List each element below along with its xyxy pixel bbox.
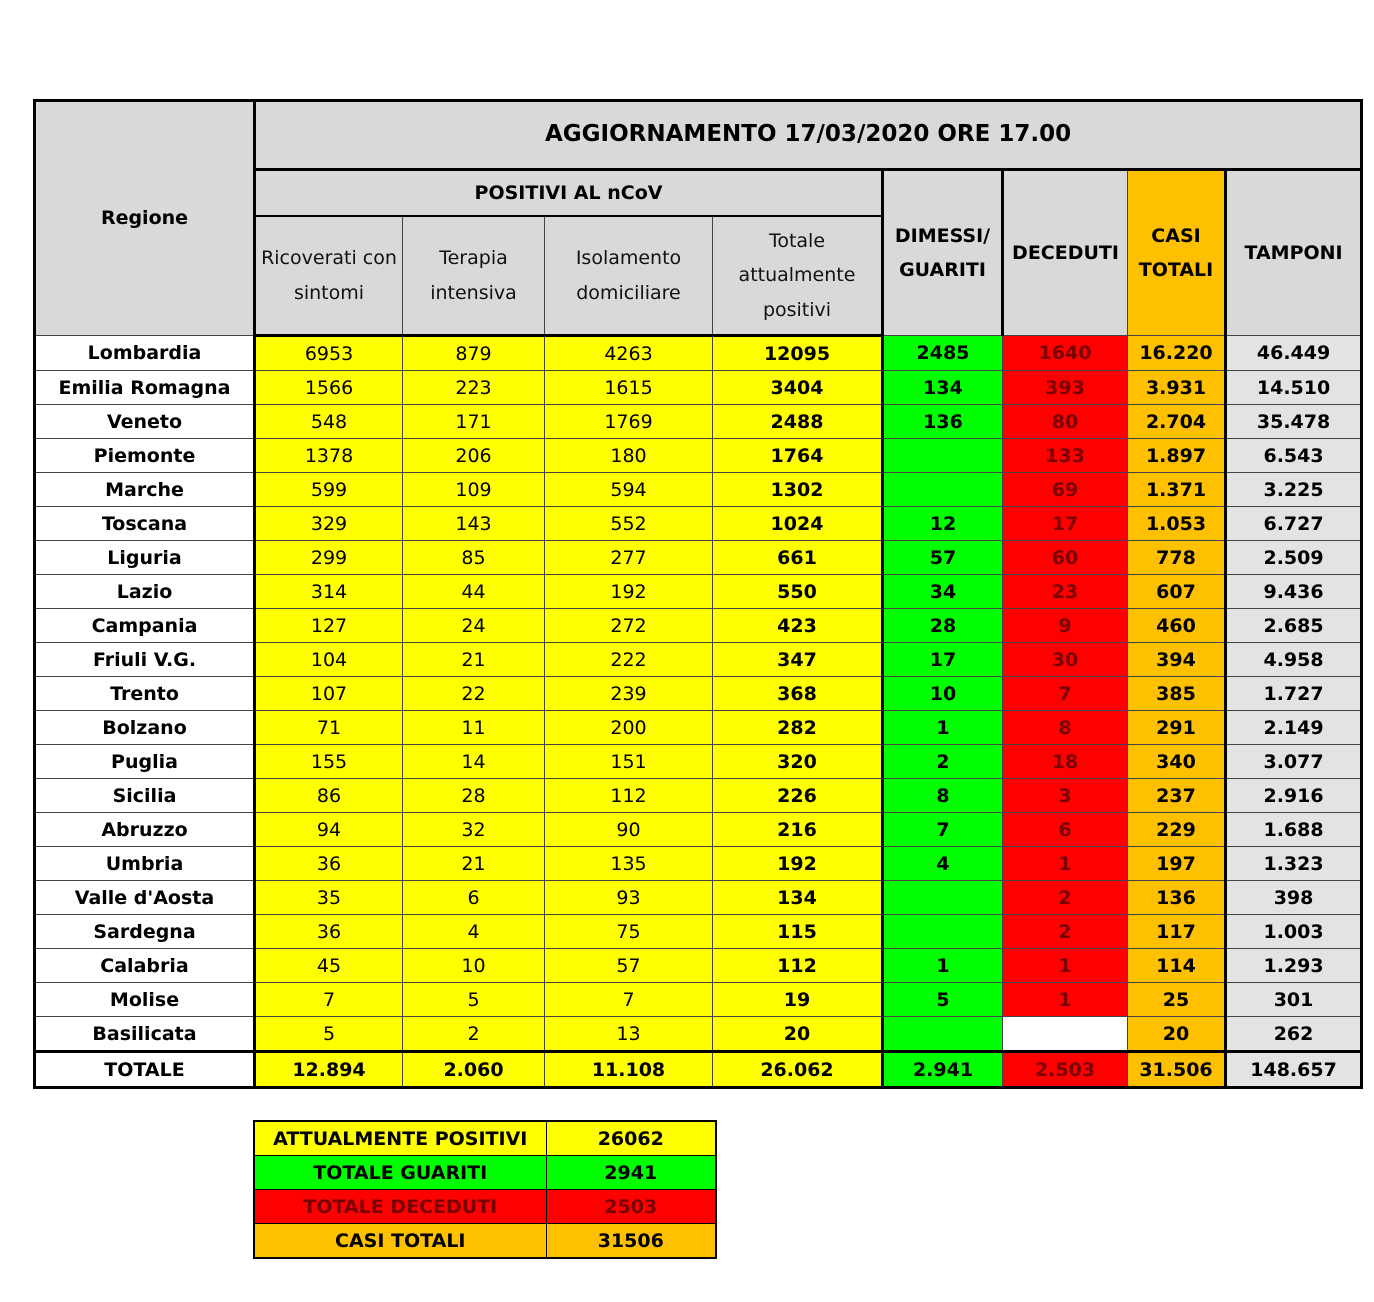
total-cell-ricoverati: 12.894: [255, 1052, 403, 1088]
cell-totale-positivi: 12095: [713, 336, 883, 371]
cell-dimessi: [883, 439, 1003, 473]
cell-totale-positivi: 226: [713, 779, 883, 813]
cell-ricoverati: 6953: [255, 336, 403, 371]
summary-label: ATTUALMENTE POSITIVI: [254, 1121, 546, 1156]
cell-totale-positivi: 134: [713, 881, 883, 915]
cell-casi-totali: 1.897: [1128, 439, 1226, 473]
cell-isolamento: 93: [545, 881, 713, 915]
cell-regione: Valle d'Aosta: [35, 881, 255, 915]
cell-isolamento: 4263: [545, 336, 713, 371]
cell-dimessi: 134: [883, 371, 1003, 405]
total-cell-deceduti: 2.503: [1003, 1052, 1128, 1088]
header-deceduti: DECEDUTI: [1003, 170, 1128, 336]
cell-ricoverati: 329: [255, 507, 403, 541]
summary-value: 2503: [546, 1190, 716, 1224]
header-positivi-group: POSITIVI AL nCoV: [255, 170, 883, 217]
cell-totale-positivi: 192: [713, 847, 883, 881]
cell-ricoverati: 548: [255, 405, 403, 439]
cell-ricoverati: 36: [255, 847, 403, 881]
cell-dimessi: 1: [883, 949, 1003, 983]
cell-tamponi: 3.225: [1226, 473, 1362, 507]
cell-deceduti: 80: [1003, 405, 1128, 439]
cell-regione: Lombardia: [35, 336, 255, 371]
table-row: [35, 371, 1362, 405]
cell-totale-positivi: 347: [713, 643, 883, 677]
cell-tamponi: 1.688: [1226, 813, 1362, 847]
cell-dimessi: 10: [883, 677, 1003, 711]
cell-tamponi: 1.727: [1226, 677, 1362, 711]
header-terapia: Terapia intensiva: [403, 216, 545, 336]
cell-deceduti: 1640: [1003, 336, 1128, 371]
cell-dimessi: 136: [883, 405, 1003, 439]
cell-casi-totali: 1.053: [1128, 507, 1226, 541]
cell-dimessi: [883, 915, 1003, 949]
cell-ricoverati: 314: [255, 575, 403, 609]
cell-isolamento: 112: [545, 779, 713, 813]
header-dimessi: DIMESSI/ GUARITI: [883, 170, 1003, 336]
cell-tamponi: 4.958: [1226, 643, 1362, 677]
header-ricoverati: Ricoverati con sintomi: [255, 216, 403, 336]
cell-terapia: 6: [403, 881, 545, 915]
cell-ricoverati: 35: [255, 881, 403, 915]
cell-terapia: 4: [403, 915, 545, 949]
cell-deceduti: 69: [1003, 473, 1128, 507]
summary-label: CASI TOTALI: [254, 1224, 546, 1259]
cell-dimessi: 4: [883, 847, 1003, 881]
cell-deceduti: 1: [1003, 847, 1128, 881]
cell-tamponi: 1.323: [1226, 847, 1362, 881]
cell-regione: Molise: [35, 983, 255, 1017]
cell-ricoverati: 7: [255, 983, 403, 1017]
cell-totale-positivi: 550: [713, 575, 883, 609]
cell-terapia: 22: [403, 677, 545, 711]
cell-dimessi: [883, 1017, 1003, 1052]
header-totale-positivi: Totale attualmente positivi: [713, 216, 883, 336]
cell-totale-positivi: 112: [713, 949, 883, 983]
cell-casi-totali: 291: [1128, 711, 1226, 745]
cell-tamponi: 262: [1226, 1017, 1362, 1052]
cell-terapia: 21: [403, 643, 545, 677]
cell-regione: Piemonte: [35, 439, 255, 473]
cell-dimessi: 2485: [883, 336, 1003, 371]
cell-totale-positivi: 661: [713, 541, 883, 575]
cell-ricoverati: 127: [255, 609, 403, 643]
cell-isolamento: 1615: [545, 371, 713, 405]
total-cell-dimessi: 2.941: [883, 1052, 1003, 1088]
cell-isolamento: 277: [545, 541, 713, 575]
cell-terapia: 223: [403, 371, 545, 405]
table-row: [35, 643, 1362, 677]
cell-ricoverati: 5: [255, 1017, 403, 1052]
summary-value: 2941: [546, 1156, 716, 1190]
cell-casi-totali: 778: [1128, 541, 1226, 575]
cell-isolamento: 1769: [545, 405, 713, 439]
header-regione: Regione: [35, 101, 255, 336]
table-row: [35, 711, 1362, 745]
cell-casi-totali: 229: [1128, 813, 1226, 847]
cell-ricoverati: 299: [255, 541, 403, 575]
cell-regione: Friuli V.G.: [35, 643, 255, 677]
cell-terapia: 28: [403, 779, 545, 813]
cell-deceduti: 133: [1003, 439, 1128, 473]
cell-deceduti: 30: [1003, 643, 1128, 677]
cell-regione: Calabria: [35, 949, 255, 983]
cell-dimessi: 2: [883, 745, 1003, 779]
summary-row: [254, 1190, 716, 1224]
cell-tamponi: 14.510: [1226, 371, 1362, 405]
cell-isolamento: 57: [545, 949, 713, 983]
total-cell-isolamento: 11.108: [545, 1052, 713, 1088]
cell-regione: Toscana: [35, 507, 255, 541]
cell-regione: Sicilia: [35, 779, 255, 813]
cell-casi-totali: 460: [1128, 609, 1226, 643]
cell-terapia: 206: [403, 439, 545, 473]
cell-regione: Emilia Romagna: [35, 371, 255, 405]
table-row: [35, 439, 1362, 473]
cell-dimessi: 12: [883, 507, 1003, 541]
cell-deceduti: 18: [1003, 745, 1128, 779]
cell-deceduti: 60: [1003, 541, 1128, 575]
cell-ricoverati: 599: [255, 473, 403, 507]
cell-regione: Campania: [35, 609, 255, 643]
table-row: [35, 609, 1362, 643]
cell-deceduti: 2: [1003, 881, 1128, 915]
table-row: [35, 881, 1362, 915]
cell-casi-totali: 237: [1128, 779, 1226, 813]
cell-deceduti: 3: [1003, 779, 1128, 813]
cell-terapia: 11: [403, 711, 545, 745]
cell-ricoverati: 86: [255, 779, 403, 813]
cell-tamponi: 2.509: [1226, 541, 1362, 575]
cell-isolamento: 75: [545, 915, 713, 949]
cell-casi-totali: 3.931: [1128, 371, 1226, 405]
cell-tamponi: 6.543: [1226, 439, 1362, 473]
cell-casi-totali: 394: [1128, 643, 1226, 677]
cell-isolamento: 151: [545, 745, 713, 779]
cell-isolamento: 90: [545, 813, 713, 847]
table-row: [35, 949, 1362, 983]
cell-isolamento: 239: [545, 677, 713, 711]
summary-value: 26062: [546, 1121, 716, 1156]
cell-totale-positivi: 1302: [713, 473, 883, 507]
summary-row: [254, 1156, 716, 1190]
cell-totale-positivi: 320: [713, 745, 883, 779]
cell-dimessi: 34: [883, 575, 1003, 609]
cell-terapia: 5: [403, 983, 545, 1017]
cell-dimessi: 5: [883, 983, 1003, 1017]
total-cell-totale-positivi: 26.062: [713, 1052, 883, 1088]
cell-terapia: 32: [403, 813, 545, 847]
cell-tamponi: 9.436: [1226, 575, 1362, 609]
cell-regione: Abruzzo: [35, 813, 255, 847]
cell-dimessi: 8: [883, 779, 1003, 813]
cell-tamponi: 1.003: [1226, 915, 1362, 949]
cell-deceduti: 17: [1003, 507, 1128, 541]
cell-casi-totali: 340: [1128, 745, 1226, 779]
cell-totale-positivi: 1764: [713, 439, 883, 473]
cell-regione: Umbria: [35, 847, 255, 881]
cell-isolamento: 552: [545, 507, 713, 541]
cell-casi-totali: 114: [1128, 949, 1226, 983]
cell-tamponi: 1.293: [1226, 949, 1362, 983]
cell-isolamento: 594: [545, 473, 713, 507]
cell-terapia: 24: [403, 609, 545, 643]
cell-ricoverati: 155: [255, 745, 403, 779]
cell-totale-positivi: 3404: [713, 371, 883, 405]
table-row: [35, 575, 1362, 609]
header-tamponi: TAMPONI: [1226, 170, 1362, 336]
cell-regione: Puglia: [35, 745, 255, 779]
cell-dimessi: 57: [883, 541, 1003, 575]
cell-regione: Basilicata: [35, 1017, 255, 1052]
cell-totale-positivi: 20: [713, 1017, 883, 1052]
cell-ricoverati: 1566: [255, 371, 403, 405]
cell-casi-totali: 1.371: [1128, 473, 1226, 507]
cell-terapia: 21: [403, 847, 545, 881]
cell-totale-positivi: 216: [713, 813, 883, 847]
cell-deceduti: 7: [1003, 677, 1128, 711]
cell-totale-positivi: 423: [713, 609, 883, 643]
cell-dimessi: 17: [883, 643, 1003, 677]
cell-ricoverati: 45: [255, 949, 403, 983]
cell-deceduti: 1: [1003, 983, 1128, 1017]
cell-isolamento: 200: [545, 711, 713, 745]
cell-terapia: 143: [403, 507, 545, 541]
cell-isolamento: 272: [545, 609, 713, 643]
cell-dimessi: 1: [883, 711, 1003, 745]
table-row: [35, 847, 1362, 881]
cell-regione: Liguria: [35, 541, 255, 575]
cell-casi-totali: 136: [1128, 881, 1226, 915]
cell-dimessi: [883, 473, 1003, 507]
cell-tamponi: 2.149: [1226, 711, 1362, 745]
table-row: [35, 745, 1362, 779]
header-isolamento: Isolamento domiciliare: [545, 216, 713, 336]
cell-casi-totali: 2.704: [1128, 405, 1226, 439]
cell-regione: Sardegna: [35, 915, 255, 949]
cell-regione: Lazio: [35, 575, 255, 609]
cell-isolamento: 222: [545, 643, 713, 677]
cell-deceduti: 9: [1003, 609, 1128, 643]
cell-deceduti: 2: [1003, 915, 1128, 949]
cell-totale-positivi: 1024: [713, 507, 883, 541]
cell-regione: Trento: [35, 677, 255, 711]
cell-terapia: 44: [403, 575, 545, 609]
cell-tamponi: 398: [1226, 881, 1362, 915]
header-casi-totali: CASI TOTALI: [1128, 170, 1226, 336]
cell-totale-positivi: 282: [713, 711, 883, 745]
covid-regions-table: [33, 99, 1363, 1089]
cell-isolamento: 7: [545, 983, 713, 1017]
cell-regione: Veneto: [35, 405, 255, 439]
table-row: [35, 405, 1362, 439]
cell-tamponi: 6.727: [1226, 507, 1362, 541]
cell-isolamento: 135: [545, 847, 713, 881]
cell-regione: Bolzano: [35, 711, 255, 745]
table-row: [35, 541, 1362, 575]
summary-label: TOTALE GUARITI: [254, 1156, 546, 1190]
summary-row: [254, 1224, 716, 1259]
summary-label: TOTALE DECEDUTI: [254, 1190, 546, 1224]
cell-terapia: 85: [403, 541, 545, 575]
cell-casi-totali: 20: [1128, 1017, 1226, 1052]
cell-dimessi: 7: [883, 813, 1003, 847]
total-cell-tamponi: 148.657: [1226, 1052, 1362, 1088]
cell-casi-totali: 117: [1128, 915, 1226, 949]
cell-totale-positivi: 368: [713, 677, 883, 711]
cell-ricoverati: 1378: [255, 439, 403, 473]
table-row: [35, 336, 1362, 371]
total-cell-casi-totali: 31.506: [1128, 1052, 1226, 1088]
cell-casi-totali: 25: [1128, 983, 1226, 1017]
cell-ricoverati: 36: [255, 915, 403, 949]
cell-deceduti: 393: [1003, 371, 1128, 405]
cell-ricoverati: 71: [255, 711, 403, 745]
cell-terapia: 171: [403, 405, 545, 439]
cell-deceduti: 6: [1003, 813, 1128, 847]
cell-dimessi: 28: [883, 609, 1003, 643]
cell-ricoverati: 94: [255, 813, 403, 847]
cell-tamponi: 301: [1226, 983, 1362, 1017]
table-row: [35, 507, 1362, 541]
cell-terapia: 879: [403, 336, 545, 371]
total-row: [35, 1052, 1362, 1088]
cell-casi-totali: 385: [1128, 677, 1226, 711]
table-row: [35, 915, 1362, 949]
cell-tamponi: 46.449: [1226, 336, 1362, 371]
table-row: [35, 677, 1362, 711]
table-row: [35, 813, 1362, 847]
cell-totale-positivi: 19: [713, 983, 883, 1017]
cell-casi-totali: 197: [1128, 847, 1226, 881]
table-title: AGGIORNAMENTO 17/03/2020 ORE 17.00: [255, 101, 1362, 170]
cell-deceduti: 23: [1003, 575, 1128, 609]
cell-isolamento: 180: [545, 439, 713, 473]
cell-ricoverati: 104: [255, 643, 403, 677]
cell-dimessi: [883, 881, 1003, 915]
cell-casi-totali: 607: [1128, 575, 1226, 609]
summary-row: [254, 1121, 716, 1156]
total-cell-terapia: 2.060: [403, 1052, 545, 1088]
cell-tamponi: 2.916: [1226, 779, 1362, 813]
cell-deceduti: [1003, 1017, 1128, 1052]
table-row: [35, 779, 1362, 813]
cell-terapia: 14: [403, 745, 545, 779]
cell-totale-positivi: 115: [713, 915, 883, 949]
table-row: [35, 1017, 1362, 1052]
table-row: [35, 473, 1362, 507]
cell-terapia: 10: [403, 949, 545, 983]
cell-tamponi: 35.478: [1226, 405, 1362, 439]
summary-table: [253, 1120, 717, 1259]
total-cell-regione: TOTALE: [35, 1052, 255, 1088]
cell-isolamento: 192: [545, 575, 713, 609]
cell-regione: Marche: [35, 473, 255, 507]
cell-deceduti: 8: [1003, 711, 1128, 745]
cell-totale-positivi: 2488: [713, 405, 883, 439]
cell-terapia: 109: [403, 473, 545, 507]
cell-terapia: 2: [403, 1017, 545, 1052]
table-row: [35, 983, 1362, 1017]
summary-value: 31506: [546, 1224, 716, 1259]
cell-ricoverati: 107: [255, 677, 403, 711]
cell-tamponi: 3.077: [1226, 745, 1362, 779]
cell-casi-totali: 16.220: [1128, 336, 1226, 371]
cell-isolamento: 13: [545, 1017, 713, 1052]
cell-deceduti: 1: [1003, 949, 1128, 983]
cell-tamponi: 2.685: [1226, 609, 1362, 643]
